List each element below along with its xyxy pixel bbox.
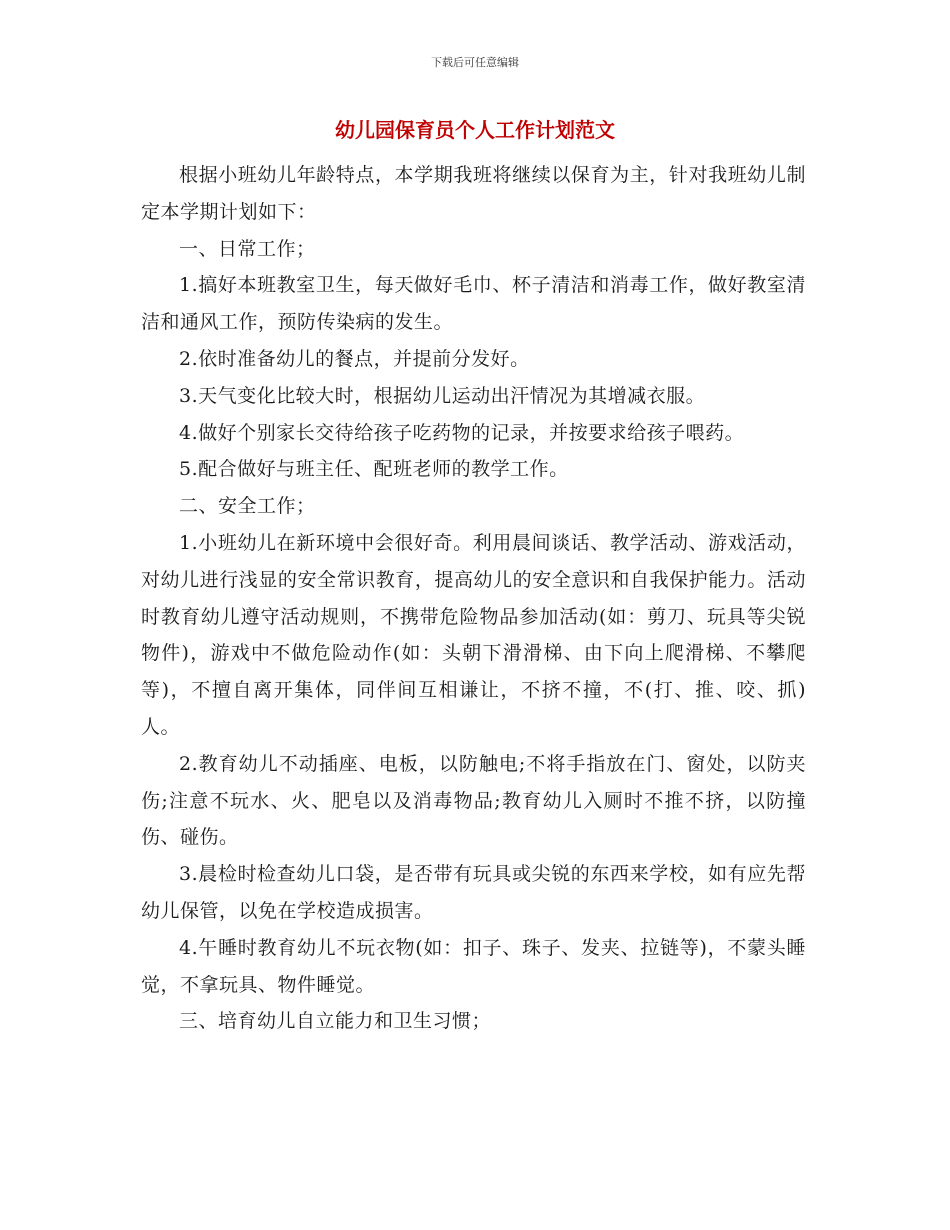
document-body	[141, 157, 806, 1040]
section-heading-safety-work: 二、安全工作；	[179, 495, 316, 518]
section-heading-self-reliance: 三、培育幼儿自立能力和卫生习惯；	[179, 1010, 492, 1033]
daily-item-3: 3.天气变化比较大时，根据幼儿运动出汗情况为其增减衣服。	[179, 384, 706, 407]
safety-item-3: 3.晨检时检查幼儿口袋，是否带有玩具或尖锐的东西来学校，如有应先帮幼儿保管，以免在学校造成损害。	[141, 863, 806, 922]
document-title: 幼儿园保育员个人工作计划范文	[335, 118, 615, 142]
section-heading-daily-work: 一、日常工作；	[179, 237, 316, 260]
daily-item-4: 4.做好个别家长交待给孩子吃药物的记录，并按要求给孩子喂药。	[179, 421, 745, 444]
daily-item-5: 5.配合做好与班主任、配班老师的教学工作。	[179, 458, 569, 481]
header-note: 下载后可任意编辑	[431, 56, 519, 69]
safety-item-2: 2.教育幼儿不动插座、电板，以防触电;不将手指放在门、窗处，以防夹伤;注意不玩水、火、肥皂以及消毒物品;教育幼儿入厕时不推不挤，以防撞伤、碰伤。	[141, 752, 806, 849]
safety-item-1: 1.小班幼儿在新环境中会很好奇。利用晨间谈话、教学活动、游戏活动，对幼儿进行浅显的安全常识教育，提高幼儿的安全意识和自我保护能力。活动时教育幼儿遵守活动规则，不携带危险物品参加活动(如：剪刀、玩具等尖锐物件)，游戏中不做危险动作(如：头朝下滑滑梯、由下向上爬滑梯、不攀爬等)，不擅自离开集体，同伴间互相谦让，不挤不撞，不(打、推、咬、抓)人。	[141, 531, 806, 738]
safety-item-4: 4.午睡时教育幼儿不玩衣物(如：扣子、珠子、发夹、拉链等)，不蒙头睡觉，不拿玩具、物件睡觉。	[141, 936, 806, 996]
intro-paragraph: 根据小班幼儿年龄特点，本学期我班将继续以保育为主，针对我班幼儿制定本学期计划如下：	[141, 164, 806, 223]
daily-item-2: 2.依时准备幼儿的餐点，并提前分发好。	[179, 347, 530, 370]
daily-item-1: 1.搞好本班教室卫生，每天做好毛巾、杯子清洁和消毒工作，做好教室清洁和通风工作，预防传染病的发生。	[141, 274, 806, 334]
